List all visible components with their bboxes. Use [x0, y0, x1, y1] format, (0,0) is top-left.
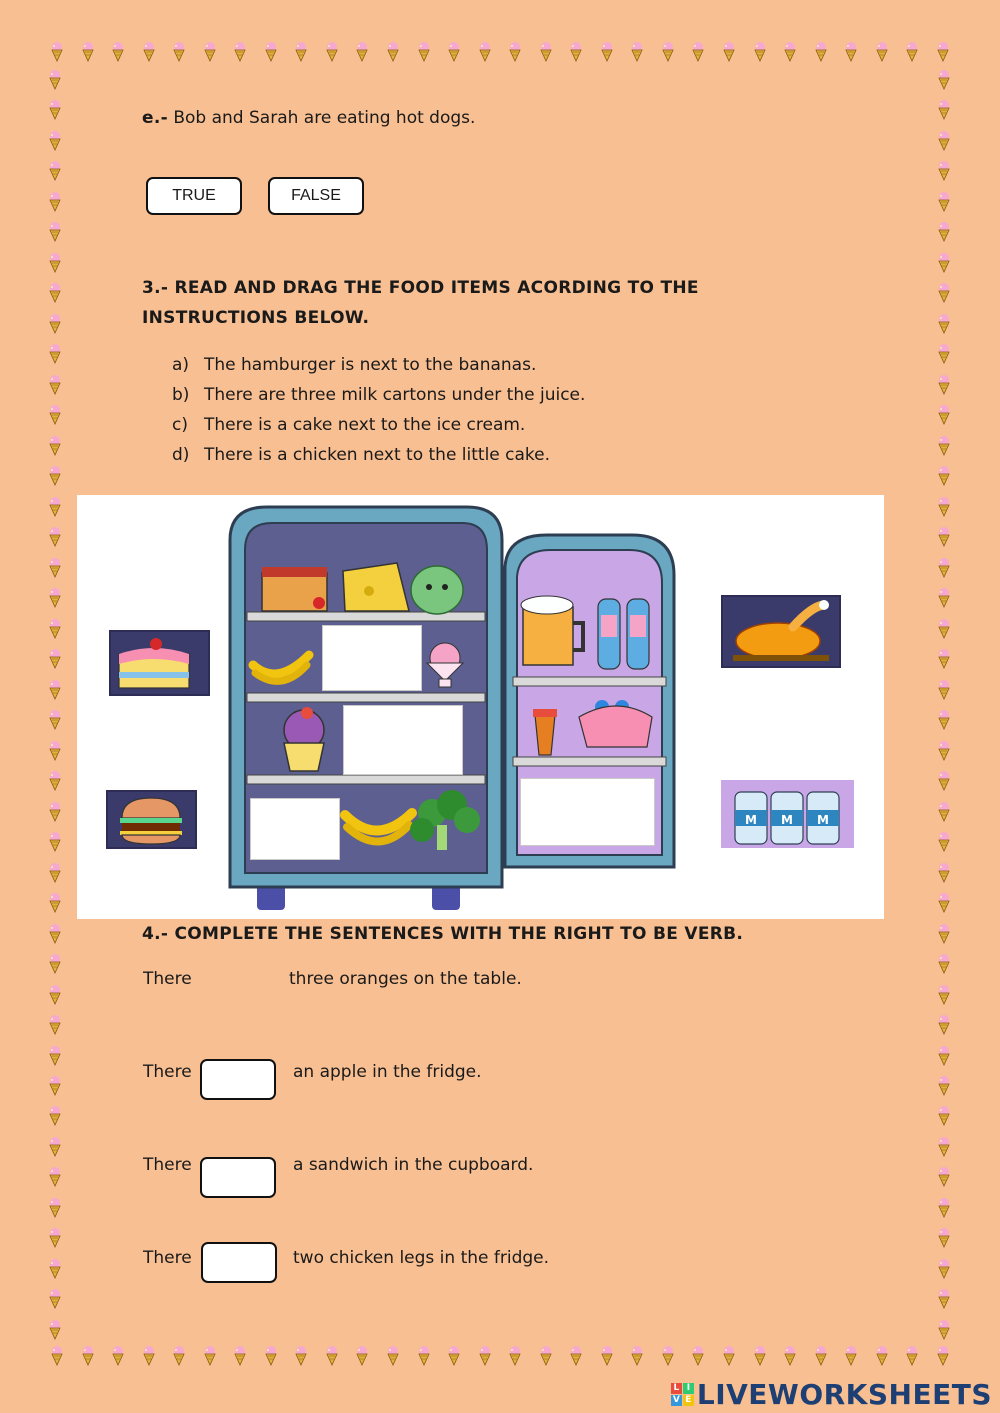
section3-title-line2: INSTRUCTIONS BELOW.: [142, 308, 370, 328]
ice-cream-cone-icon: [48, 527, 62, 547]
ice-cream-cone-icon: [844, 1346, 858, 1366]
ice-cream-cone-icon: [661, 42, 675, 62]
ice-cream-cone-icon: [937, 1289, 951, 1309]
cone-border-top: [50, 42, 950, 62]
ice-cream-cone-icon: [325, 1346, 339, 1366]
milk-label: M: [817, 813, 829, 827]
ice-cream-cone-icon: [48, 893, 62, 913]
answer-input[interactable]: [200, 1059, 276, 1100]
ice-cream-cone-icon: [937, 863, 951, 883]
sentence-end: an apple in the fridge.: [293, 1062, 482, 1082]
ice-cream-cone-icon: [48, 1259, 62, 1279]
ice-cream-cone-icon: [48, 161, 62, 181]
ice-cream-cone-icon: [478, 1346, 492, 1366]
question-e: [142, 108, 475, 128]
ice-cream-cone-icon: [569, 42, 583, 62]
cupcake-icon: [284, 707, 324, 771]
ice-cream-cone-icon: [937, 1137, 951, 1157]
ice-cream-cone-icon: [48, 771, 62, 791]
ice-cream-cone-icon: [875, 1346, 889, 1366]
ice-cream-cone-icon: [508, 42, 522, 62]
ice-cream-cone-icon: [447, 42, 461, 62]
ice-cream-cone-icon: [937, 619, 951, 639]
ice-cream-cone-icon: [691, 42, 705, 62]
ice-cream-cone-icon: [48, 1076, 62, 1096]
cake-slice-icon: [262, 567, 327, 611]
ice-cream-cone-icon: [783, 1346, 797, 1366]
milk-label: M: [745, 813, 757, 827]
cabbage-icon: [411, 566, 463, 614]
ice-cream-cone-icon: [937, 253, 951, 273]
ice-cream-cone-icon: [172, 1346, 186, 1366]
ice-cream-cone-icon: [48, 1198, 62, 1218]
ice-cream-cone-icon: [48, 1167, 62, 1187]
false-button[interactable]: FALSE: [268, 177, 364, 215]
liveworksheets-logo: [671, 1378, 992, 1411]
true-button[interactable]: TRUE: [146, 177, 242, 215]
ice-cream-cone-icon: [539, 42, 553, 62]
drop-zone[interactable]: [520, 778, 655, 846]
ice-cream-cone-icon: [937, 1259, 951, 1279]
ice-cream-cone-icon: [48, 1137, 62, 1157]
shelf: [247, 775, 485, 784]
ice-cream-cone-icon: [691, 1346, 705, 1366]
answer-input[interactable]: [200, 1157, 276, 1198]
ice-cream-cone-icon: [172, 42, 186, 62]
ice-cream-cone-icon: [814, 42, 828, 62]
ice-cream-cone-icon: [753, 1346, 767, 1366]
instruction-list: [172, 350, 585, 470]
ice-cream-cone-icon: [233, 42, 247, 62]
ice-cream-cone-icon: [937, 710, 951, 730]
instruction-item: a) The hamburger is next to the bananas.: [172, 355, 537, 375]
ice-cream-cone-icon: [48, 741, 62, 761]
drop-zone[interactable]: [343, 705, 463, 775]
ice-cream-cone-icon: [142, 42, 156, 62]
drag-cake[interactable]: [109, 630, 210, 696]
ice-cream-cone-icon: [937, 588, 951, 608]
instruction-item: c) There is a cake next to the ice cream.: [172, 415, 526, 435]
instruction-item: d) There is a chicken next to the little cake.: [172, 445, 551, 465]
fridge-activity: [77, 495, 884, 919]
ice-cream-cone-icon: [48, 222, 62, 242]
ice-cream-cone-icon: [630, 1346, 644, 1366]
ice-cream-cone-icon: [48, 558, 62, 578]
ice-cream-cone-icon: [600, 42, 614, 62]
sentence-end: a sandwich in the cupboard.: [293, 1155, 534, 1175]
ice-cream-cone-icon: [905, 42, 919, 62]
ice-cream-cone-icon: [905, 1346, 919, 1366]
milk-label: M: [781, 813, 793, 827]
ice-cream-cone-icon: [937, 680, 951, 700]
ice-cream-cone-icon: [937, 771, 951, 791]
ice-cream-cone-icon: [753, 42, 767, 62]
ice-cream-cone-icon: [814, 1346, 828, 1366]
ice-cream-cone-icon: [937, 1198, 951, 1218]
ice-cream-cone-icon: [937, 497, 951, 517]
ice-cream-cone-icon: [569, 1346, 583, 1366]
ice-cream-cone-icon: [937, 1076, 951, 1096]
ice-cream-cone-icon: [937, 375, 951, 395]
ice-cream-cone-icon: [386, 42, 400, 62]
ice-cream-cone-icon: [937, 1015, 951, 1035]
ice-cream-cone-icon: [325, 42, 339, 62]
ice-cream-cone-icon: [48, 405, 62, 425]
door-shelf: [513, 677, 666, 686]
ice-cream-cone-icon: [264, 42, 278, 62]
ice-cream-cone-icon: [875, 42, 889, 62]
ice-cream-cone-icon: [48, 619, 62, 639]
ice-cream-cone-icon: [722, 42, 736, 62]
ice-cream-cone-icon: [783, 42, 797, 62]
ice-cream-cone-icon: [48, 649, 62, 669]
drag-hamburger[interactable]: [106, 790, 197, 849]
ice-cream-cone-icon: [48, 863, 62, 883]
cheese-icon: [343, 563, 409, 611]
ice-cream-cone-icon: [937, 924, 951, 944]
ice-cream-cone-icon: [50, 42, 64, 62]
ice-cream-cone-icon: [111, 42, 125, 62]
door-shelf: [513, 757, 666, 766]
ice-cream-cone-icon: [48, 100, 62, 120]
question-e-label: e.-: [142, 108, 168, 128]
ice-cream-cone-icon: [661, 1346, 675, 1366]
liveworksheets-mark-icon: L I V E: [671, 1383, 694, 1406]
sentence-start: There: [143, 1155, 192, 1175]
ice-cream-cone-icon: [937, 1046, 951, 1066]
ice-cream-cone-icon: [937, 985, 951, 1005]
drag-chicken[interactable]: [721, 595, 841, 668]
ice-cream-cone-icon: [937, 405, 951, 425]
sentence-start: There: [143, 969, 192, 989]
ice-cream-cone-icon: [48, 588, 62, 608]
answer-input[interactable]: [201, 1242, 277, 1283]
ice-cream-cone-icon: [937, 222, 951, 242]
drag-milk-cartons[interactable]: [721, 780, 854, 848]
ice-cream-cone-icon: [478, 42, 492, 62]
ice-cream-cone-icon: [294, 1346, 308, 1366]
sentence-start: There: [143, 1248, 192, 1268]
ice-cream-cone-icon: [48, 832, 62, 852]
ice-cream-cone-icon: [48, 436, 62, 456]
fridge-illustration: [77, 495, 884, 919]
ice-cream-cone-icon: [539, 1346, 553, 1366]
ice-cream-cone-icon: [48, 1289, 62, 1309]
ice-cream-cone-icon: [937, 1167, 951, 1187]
cone-border-left: [48, 70, 62, 1340]
ice-cream-cone-icon: [417, 42, 431, 62]
ice-cream-cone-icon: [81, 1346, 95, 1366]
ice-cream-cone-icon: [630, 42, 644, 62]
ice-cream-cone-icon: [937, 527, 951, 547]
ice-cream-cone-icon: [48, 1106, 62, 1126]
ice-cream-cone-icon: [937, 1320, 951, 1340]
ice-cream-cone-icon: [936, 42, 950, 62]
ice-cream-cone-icon: [937, 436, 951, 456]
ice-cream-cone-icon: [937, 100, 951, 120]
ice-cream-cone-icon: [48, 985, 62, 1005]
ice-cream-cone-icon: [233, 1346, 247, 1366]
cake-icon: [111, 632, 208, 694]
ice-cream-cone-icon: [50, 1346, 64, 1366]
roast-chicken-icon: [723, 597, 839, 666]
drop-zone[interactable]: [250, 798, 340, 860]
ice-cream-cone-icon: [508, 1346, 522, 1366]
ice-cream-cone-icon: [48, 497, 62, 517]
ice-cream-cone-icon: [355, 42, 369, 62]
liveworksheets-brand: LIVEWORKSHEETS: [696, 1378, 992, 1411]
ice-cream-cone-icon: [937, 893, 951, 913]
ice-cream-cone-icon: [937, 1106, 951, 1126]
ice-cream-cone-icon: [937, 832, 951, 852]
ice-cream-cone-icon: [937, 558, 951, 578]
ice-cream-cone-icon: [48, 924, 62, 944]
ice-cream-cone-icon: [937, 70, 951, 90]
ice-cream-cone-icon: [48, 253, 62, 273]
ice-cream-cone-icon: [203, 1346, 217, 1366]
ice-cream-cone-icon: [844, 42, 858, 62]
ice-cream-cone-icon: [48, 1320, 62, 1340]
instruction-item: b) There are three milk cartons under the juice.: [172, 385, 586, 405]
ice-cream-cone-icon: [48, 680, 62, 700]
ice-cream-cone-icon: [48, 1015, 62, 1035]
ice-cream-cone-icon: [937, 802, 951, 822]
ice-cream-cone-icon: [937, 314, 951, 334]
ice-cream-cone-icon: [81, 42, 95, 62]
ice-cream-cone-icon: [936, 1346, 950, 1366]
ice-cream-cone-icon: [937, 649, 951, 669]
ice-cream-cone-icon: [48, 344, 62, 364]
ice-cream-cone-icon: [48, 1046, 62, 1066]
ice-cream-cone-icon: [48, 192, 62, 212]
ice-cream-cone-icon: [937, 283, 951, 303]
question-e-text: Bob and Sarah are eating hot dogs.: [173, 108, 476, 128]
ice-cream-cone-icon: [600, 1346, 614, 1366]
ice-cream-cone-icon: [142, 1346, 156, 1366]
hamburger-icon: [108, 792, 195, 847]
section4-title: 4.- COMPLETE THE SENTENCES WITH THE RIGHT TO BE VERB.: [142, 924, 744, 944]
ice-cream-cone-icon: [48, 70, 62, 90]
ice-cream-cone-icon: [937, 741, 951, 761]
ice-cream-cone-icon: [48, 710, 62, 730]
ice-cream-cone-icon: [722, 1346, 736, 1366]
ice-cream-cone-icon: [48, 466, 62, 486]
cone-border-bottom: [50, 1346, 950, 1366]
cone-border-right: [937, 70, 951, 1340]
ice-cream-cone-icon: [447, 1346, 461, 1366]
ice-cream-cone-icon: [203, 42, 217, 62]
sentence-start: There: [143, 1062, 192, 1082]
drop-zone[interactable]: [322, 625, 422, 691]
ice-cream-cone-icon: [48, 314, 62, 334]
ice-cream-cone-icon: [937, 161, 951, 181]
ice-cream-cone-icon: [294, 42, 308, 62]
ice-cream-cone-icon: [48, 802, 62, 822]
ice-cream-cone-icon: [264, 1346, 278, 1366]
ice-cream-cone-icon: [111, 1346, 125, 1366]
ice-cream-cone-icon: [48, 131, 62, 151]
shelf: [247, 612, 485, 621]
ice-cream-cone-icon: [386, 1346, 400, 1366]
shelf: [247, 693, 485, 702]
ice-cream-cone-icon: [937, 954, 951, 974]
ice-cream-cone-icon: [937, 466, 951, 486]
sentence-end: two chicken legs in the fridge.: [293, 1248, 550, 1268]
beer-mug-icon: [521, 596, 583, 665]
ice-cream-cone-icon: [48, 375, 62, 395]
section3-title-line1: 3.- READ AND DRAG THE FOOD ITEMS ACORDING TO THE: [142, 278, 699, 298]
ice-cream-cone-icon: [417, 1346, 431, 1366]
ice-cream-cone-icon: [48, 954, 62, 974]
ice-cream-cone-icon: [48, 1228, 62, 1248]
sentence-end: three oranges on the table.: [289, 969, 522, 989]
ice-cream-cone-icon: [937, 344, 951, 364]
ice-cream-cone-icon: [937, 1228, 951, 1248]
ice-cream-cone-icon: [937, 131, 951, 151]
ice-cream-cone-icon: [48, 283, 62, 303]
ice-cream-cone-icon: [355, 1346, 369, 1366]
ice-cream-cone-icon: [937, 192, 951, 212]
